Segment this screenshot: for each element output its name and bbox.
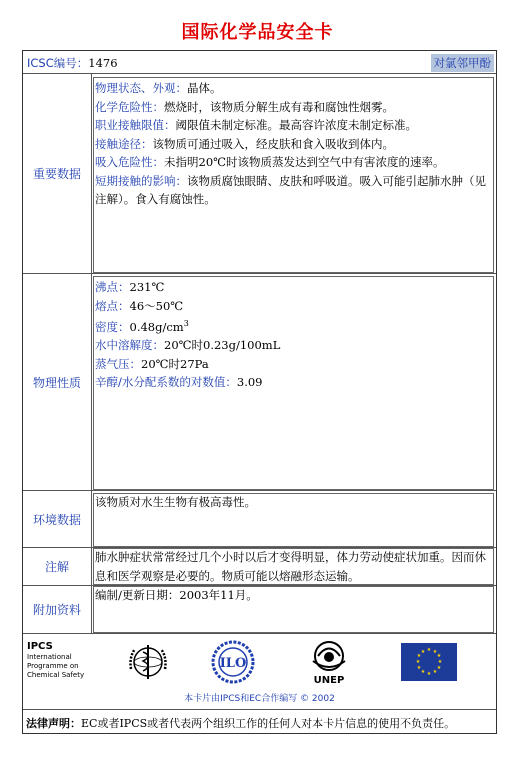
svg-text:★: ★ [436,653,442,659]
important-item: 吸入危险性：未指明20℃时该物质蒸发达到空气中有害浓度的速率。 [95,155,445,169]
physical-item: 熔点：46～50℃ [95,298,184,313]
icsc-row [23,51,496,73]
important-label: 重要数据 [32,167,81,181]
ilo-emblem-icon [208,639,258,685]
divider [23,709,496,710]
legal-notice [23,712,496,733]
svg-text:★: ★ [416,653,422,659]
ipcs-logo: IPCS International Programme on Chemical Safety [27,641,85,679]
icsc-label: ICSC编号： [27,56,89,70]
important-item: 短期接触的影响：该物质腐蚀眼睛、皮肤和呼吸道。吸入可能引起肺水肿（见注解）。食入有腐蚀性。 [95,173,486,206]
svg-text:★: ★ [420,669,426,675]
svg-text:ILO: ILO [219,656,247,671]
divider [23,73,496,74]
legal-label: 法律声明： [26,716,81,730]
physical-item: 蒸气压：20℃时27Pa [95,356,209,371]
physical-item: 水中溶解度：20℃时0.23g/100mL [95,338,281,353]
svg-text:★: ★ [426,671,432,677]
additional-text: 编制/更新日期：2003年11月。 [95,588,258,602]
important-item: 接触途径：该物质可通过吸入，经皮肤和食入吸收到体内。 [95,136,394,151]
additional-label: 附加资料 [32,603,81,617]
important-item: 职业接触限值：阈限值未制定标准。最高容许浓度未制定标准。 [95,118,417,132]
environment-text: 该物质对水生生物有极高毒性。 [95,495,256,509]
important-content [93,79,494,209]
divider [23,490,496,491]
physical-content [93,278,494,392]
physical-item: 沸点：231℃ [95,280,165,294]
environment-label: 环境数据 [32,512,81,527]
icsc-number: 1476 [88,56,118,70]
physical-item: 密度：$0.48g/cm^3$ [95,319,189,334]
label-divider [91,74,92,633]
svg-text:★: ★ [426,647,432,653]
svg-text:★: ★ [416,665,422,671]
svg-text:★: ★ [436,665,442,671]
divider [23,273,496,274]
card-title: 国际化学品安全卡 [181,22,334,43]
svg-text:★: ★ [432,649,438,655]
safety-card [22,50,497,734]
important-item: 物理状态、外观：晶体。 [95,81,222,95]
chemical-name: 对氯邻甲酚 [431,54,495,72]
svg-text:★: ★ [420,649,426,655]
notes-text: 肺水肿症状常常经过几个小时以后才变得明显，体力劳动使症状加重。因而休息和医学观察是必要的。物质可能以熔融形态运输。 [95,550,486,583]
physical-item: 辛醇/水分配系数的对数值：3.09 [95,375,263,390]
logo-strip [23,633,496,709]
svg-text:★: ★ [432,669,438,675]
svg-text:★: ★ [415,659,421,665]
eu-flag-icon [401,643,457,681]
who-emblem-icon [125,639,171,685]
legal-text: EC或者IPCS或者代表两个组织工作的任何人对本卡片信息的使用不负责任。 [81,716,456,730]
important-item: 化学危险性：燃烧时，该物质分解生成有毒和腐蚀性烟雾。 [95,99,394,114]
notes-label: 注解 [44,560,69,574]
physical-label: 物理性质 [32,375,81,390]
credit-text: 本卡片由IPCS和EC合作编写 © 2002 [184,694,335,704]
unep-text: UNEP [313,675,345,685]
svg-text:★: ★ [437,659,443,665]
unep-emblem-icon [305,639,353,685]
